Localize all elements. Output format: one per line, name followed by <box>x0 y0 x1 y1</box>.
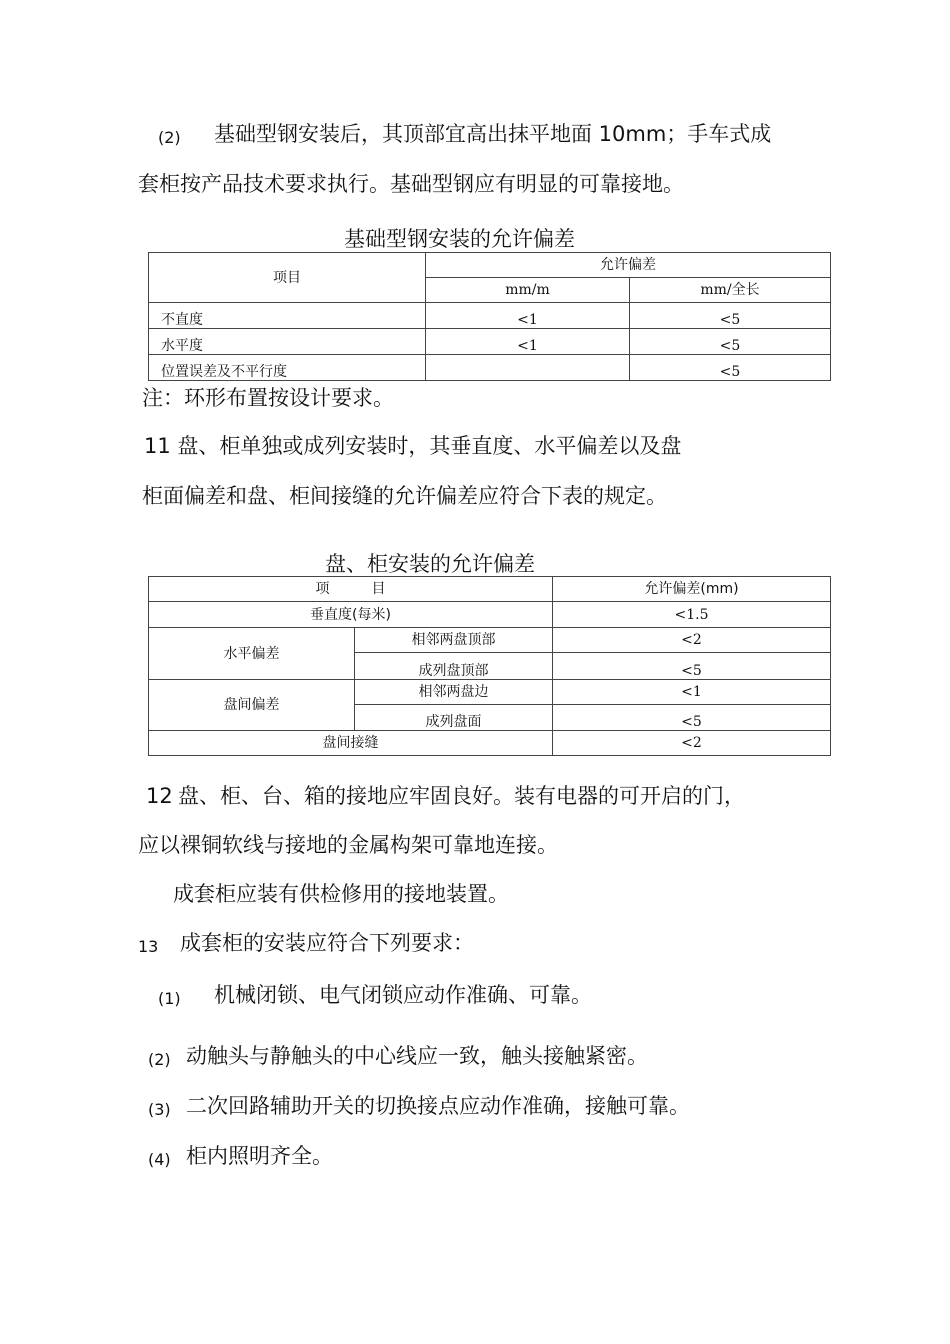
para13-item4-text: 柜内照明齐全。 <box>186 1144 333 1168</box>
table-row <box>149 731 831 756</box>
table2-horizontal-val2: <5 <box>553 653 831 680</box>
table2-vertical-value: <1.5 <box>553 602 831 628</box>
table2 <box>148 576 831 756</box>
para12-line2: 应以裸铜软线与接地的金属构架可靠地连接。 <box>138 833 558 857</box>
para11-line2: 柜面偏差和盘、柜间接缝的允许偏差应符合下表的规定。 <box>142 484 667 508</box>
para13-item1-number: (1) <box>158 989 181 1008</box>
para12-line3: 成套柜应装有供检修用的接地装置。 <box>173 882 509 906</box>
table2-horizontal-sub1: 相邻两盘顶部 <box>355 628 553 653</box>
table2-header-item: 项 目 <box>149 577 553 602</box>
para12-line1: 盘、柜、台、箱的接地应牢固良好。装有电器的可开启的门， <box>178 784 745 808</box>
para13-text: 成套柜的安装应符合下列要求： <box>180 931 474 955</box>
table2-surface-val2: <5 <box>553 705 831 731</box>
para13-number: 13 <box>138 937 159 956</box>
table1-row-full: <5 <box>630 329 831 355</box>
para13-item2-text: 动触头与静触头的中心线应一致，触头接触紧密。 <box>186 1044 648 1068</box>
table2-header-tolerance: 允许偏差(mm) <box>553 577 831 602</box>
para13-item3-text: 二次回路辅助开关的切换接点应动作准确，接触可靠。 <box>186 1094 690 1118</box>
para12-number: 12 <box>146 784 173 808</box>
table2-seam-value: <2 <box>553 731 831 756</box>
note-text: 注：环形布置按设计要求。 <box>142 386 394 410</box>
para13-item1-text: 机械闭锁、电气闭锁应动作准确、可靠。 <box>214 983 592 1007</box>
table1 <box>148 252 831 381</box>
table1-row-name: 不直度 <box>149 303 426 329</box>
para13-item4-number: (4) <box>148 1150 171 1169</box>
para13-item3-number: (3) <box>148 1100 171 1119</box>
table1-row-per-m: <1 <box>426 303 630 329</box>
table-row <box>149 628 831 653</box>
table2-surface-sub1: 相邻两盘边 <box>355 680 553 705</box>
table-row <box>149 329 831 355</box>
table2-seam-label: 盘间接缝 <box>149 731 553 756</box>
table-row <box>149 602 831 628</box>
table1-row-full: <5 <box>630 303 831 329</box>
table2-vertical-label: 垂直度(每米) <box>149 602 553 628</box>
table1-subheader-mm-full: mm/全长 <box>630 278 831 303</box>
table2-surface-sub2: 成列盘面 <box>355 705 553 731</box>
para11-line1: 11 盘、柜单独或成列安装时，其垂直度、水平偏差以及盘 <box>144 434 682 458</box>
table2-horizontal-label: 水平偏差 <box>149 628 355 680</box>
table1-row-per-m: <1 <box>426 329 630 355</box>
table2-horizontal-val1: <2 <box>553 628 831 653</box>
table-row <box>149 303 831 329</box>
table1-row-name: 水平度 <box>149 329 426 355</box>
table1-row-per-m <box>426 355 630 381</box>
table-row <box>149 355 831 381</box>
para13-item2-number: (2) <box>148 1050 171 1069</box>
table2-surface-val1: <1 <box>553 680 831 705</box>
table1-subheader-mm-per-m: mm/m <box>426 278 630 303</box>
table1-caption: 基础型钢安装的允许偏差 <box>344 227 575 251</box>
para1-line2: 套柜按产品技术要求执行。基础型钢应有明显的可靠接地。 <box>138 172 684 196</box>
para1-line1: 基础型钢安装后，其顶部宜高出抹平地面 10mm；手车式成 <box>214 122 772 146</box>
table2-caption: 盘、柜安装的允许偏差 <box>325 552 535 576</box>
table1-header-tolerance: 允许偏差 <box>426 253 831 278</box>
table2-horizontal-sub2: 成列盘顶部 <box>355 653 553 680</box>
table1-header-item: 项目 <box>149 253 426 303</box>
para1-number: (2) <box>158 128 181 147</box>
table-row <box>149 680 831 705</box>
table1-row-full: <5 <box>630 355 831 381</box>
table1-row-name: 位置误差及不平行度 <box>149 355 426 381</box>
table2-surface-label: 盘间偏差 <box>149 680 355 731</box>
